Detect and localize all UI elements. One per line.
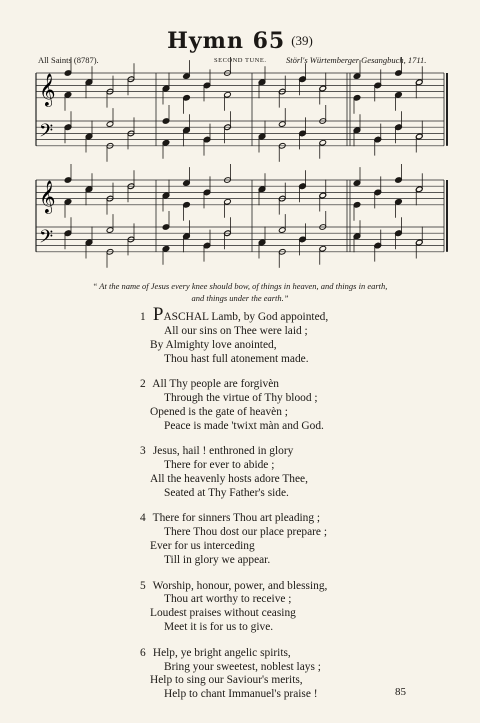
dropcap: P [152, 304, 164, 325]
verse-number: 1 [140, 311, 146, 323]
verse-number: 3 [140, 445, 146, 458]
verse-line: All our sins on Thee were laid ; [164, 324, 308, 337]
verse-line: Bring your sweetest, noblest lays ; [164, 660, 321, 673]
verse-line: Thou art worthy to receive ; [164, 593, 292, 606]
verse-2 [140, 378, 440, 434]
hymn-title-text: Hymn 65 [167, 28, 286, 54]
verse-1 [140, 304, 440, 367]
system-2 [36, 164, 447, 268]
verse-line: Till in glory we appear. [164, 554, 271, 567]
verse-line: There Thou dost our place prepare ; [164, 526, 327, 539]
verse-line: Help to chant Immanuel's praise ! [164, 688, 318, 701]
epigraph-line-1: “ At the name of Jesus every knee should bow, of things in heaven, and things in earth, [92, 281, 388, 291]
verse-line: Loudest praises without ceasing [150, 607, 296, 620]
verse-line: Help, ye bright angelic spirits, [152, 646, 291, 659]
system-1 [36, 57, 447, 162]
page-number: 85 [395, 686, 406, 698]
verses [140, 304, 440, 714]
tune-label: SECOND TUNE. [214, 57, 267, 64]
verse-line: Peace is made 'twixt màn and God. [164, 419, 324, 432]
bass-clef: 𝄢 [39, 227, 54, 253]
verse-4 [140, 512, 440, 568]
verse-line: Through the virtue of Thy blood ; [164, 392, 318, 405]
bass-clef: 𝄢 [39, 121, 54, 147]
verse-number: 4 [140, 512, 146, 525]
verse-3 [140, 445, 440, 501]
verse-line: All the heavenly hosts adore Thee, [150, 473, 308, 486]
verse-line: Help to sing our Saviour's merits, [150, 674, 303, 687]
verse-line: Seated at Thy Father's side. [164, 486, 289, 499]
music-score [0, 0, 480, 280]
verse-number: 6 [140, 646, 146, 659]
treble-clef: 𝄞 [39, 73, 56, 107]
verse-line: Meet it is for us to give. [164, 621, 274, 634]
verse-number: 2 [140, 378, 146, 391]
tune-source: Störl's Würtemberger Gesangbuch, 1711. [286, 55, 427, 65]
epigraph [60, 280, 420, 304]
tune-name: All Saints (8787). [38, 55, 99, 65]
verse-line: Opened is the gate of heavèn ; [150, 405, 288, 418]
treble-clef: 𝄞 [39, 180, 56, 214]
epigraph-line-2: and things under the earth.” [191, 293, 289, 303]
verse-line: Worship, honour, power, and blessing, [152, 579, 328, 592]
hymn-alt-number: (39) [291, 33, 313, 48]
verse-line: There for ever to abide ; [164, 459, 275, 472]
verse-line: By Almighty love anointed, [150, 338, 277, 351]
verse-line: All Thy people are forgivèn [152, 378, 279, 391]
verse-5 [140, 580, 440, 636]
verse-line: Thou hast full atonement made. [164, 352, 309, 365]
verse-line: Ever for us interceding [150, 540, 255, 553]
verse-line: Jesus, hail ! enthroned in glory [152, 445, 294, 458]
verse-line: There for sinners Thou art pleading ; [152, 512, 321, 525]
verse-number: 5 [140, 579, 146, 592]
verse-line: ASCHAL Lamb, by God appointed, [163, 311, 329, 323]
